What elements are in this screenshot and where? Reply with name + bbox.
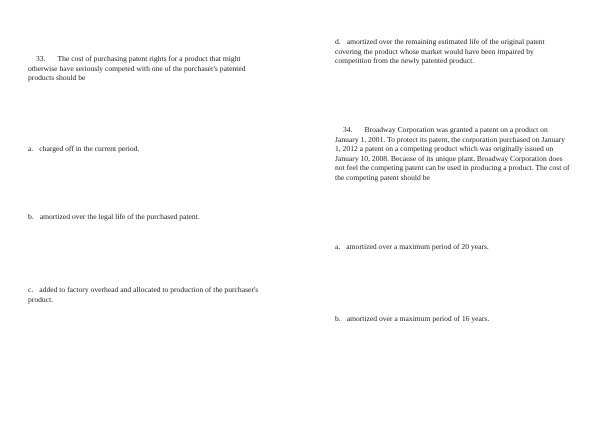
question-33-option-a	[28, 144, 268, 154]
option-letter: b.	[335, 314, 341, 323]
option-letter: a.	[28, 144, 34, 153]
question-34	[335, 125, 570, 183]
option-letter: d.	[335, 37, 341, 46]
option-letter: a.	[335, 242, 341, 251]
question-34-number: 34.	[343, 125, 353, 134]
question-33-option-d	[335, 37, 570, 66]
question-34-option-a	[335, 242, 575, 252]
question-33-number: 33.	[36, 54, 46, 63]
option-text: amortized over a maximum period of 20 years.	[346, 242, 489, 251]
question-33-option-b	[28, 212, 268, 222]
option-text: amortized over the remaining estimated life of the original patent covering the product whose market would have been impaired by competition from the newly patented product.	[335, 37, 545, 66]
option-text: charged off in the current period.	[39, 144, 140, 153]
option-text: added to factory overhead and allocated to production of the purchaser's product.	[28, 285, 259, 304]
question-33-text: The cost of purchasing patent rights for a product that might otherwise have seriously competed with one of the purchaser's patented products should be	[28, 54, 246, 83]
option-text: amortized over a maximum period of 16 years.	[346, 314, 490, 323]
question-33-option-c	[28, 285, 260, 304]
option-letter: c.	[28, 285, 34, 294]
option-text: amortized over the legal life of the purchased patent.	[39, 212, 200, 221]
question-33	[28, 54, 263, 83]
question-34-text: Broadway Corporation was granted a patent on a product on January 1, 2001. To protect its patent, the corporation purchased on January 1, 2012 a patent on a competing product which was originally issued on January 10, 2008. Because of its unique plant, Broadway Corporation does not feel the competing patent can be used in producing a product. The cost of the competing patent should be	[335, 125, 570, 182]
question-34-option-b	[335, 314, 575, 324]
option-letter: b.	[28, 212, 34, 221]
